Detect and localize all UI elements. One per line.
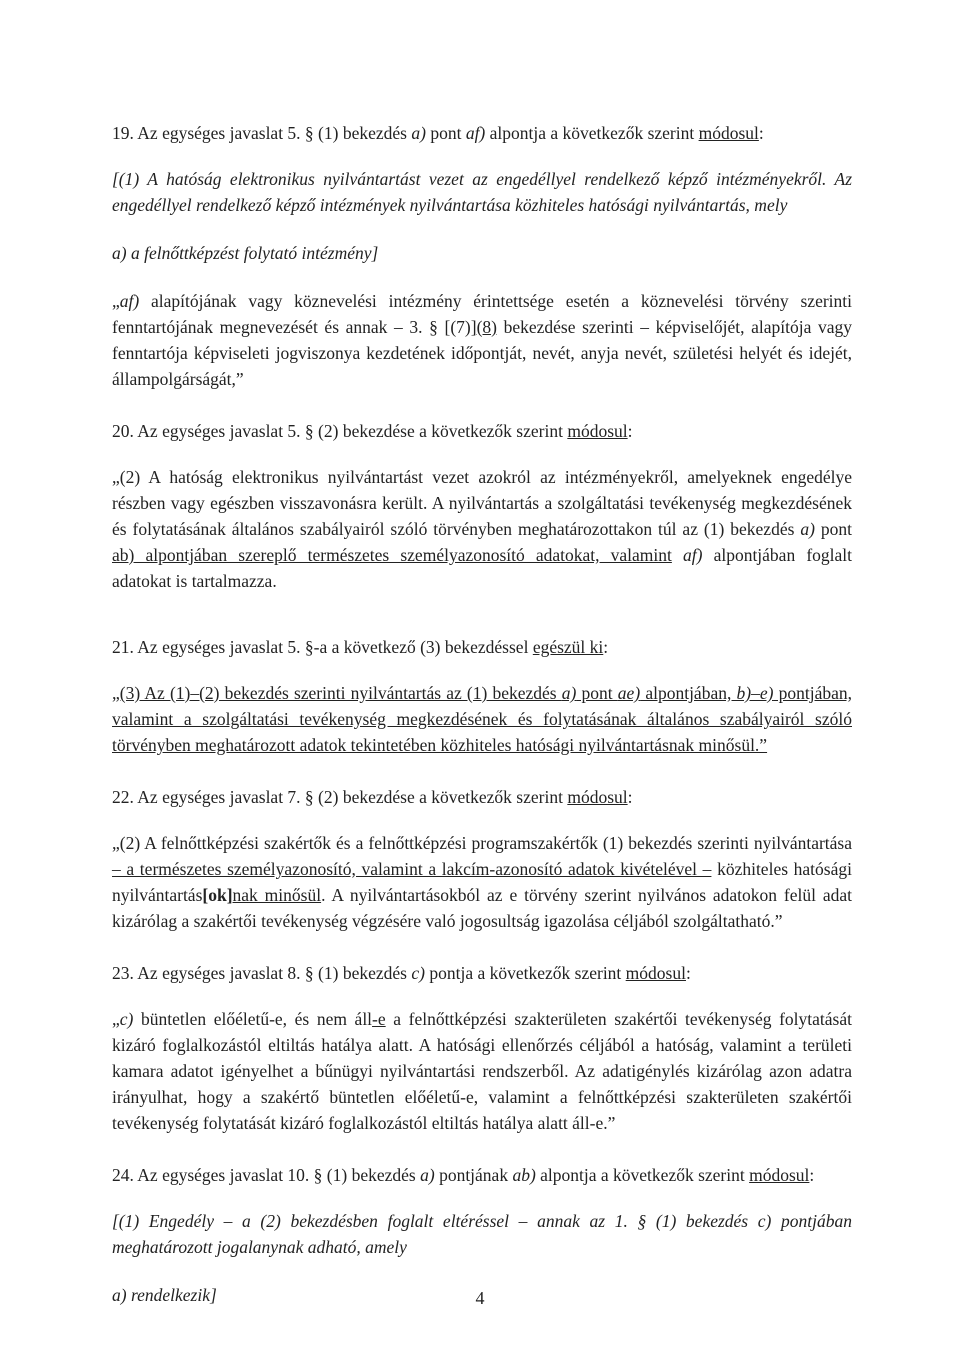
text: : (603, 637, 609, 657)
amendment-21-text (112, 680, 852, 758)
text: „(2) A felnőttképzési szakértők és a felnőttképzési programszakértők (1) bekezdés szerinti nyilvántartása (112, 833, 852, 853)
text: alpontja a következők szerint (535, 1165, 750, 1185)
text: c) (119, 1009, 134, 1029)
text: módosul (567, 421, 628, 441)
amendment-19-quote-intro: [(1) A hatóság elektronikus nyilvántartást vezet az engedéllyel rendelkező képző intézményekről. Az engedéllyel rendelkező képző intézmények nyilvántartása közhiteles hatósági nyilvántartás, mely (112, 169, 852, 215)
text: módosul (698, 123, 759, 143)
text: ae) (617, 683, 641, 703)
amendment-24-quote-intro: [(1) Engedély – a (2) bekezdésben foglalt eltéréssel – annak az 1. § (1) bekezdés c) pontjában meghatározott jogalanynak adható, amely (112, 1211, 852, 1257)
text: (8) (476, 317, 497, 337)
text: pontja a következők szerint (424, 963, 626, 983)
text: a) (420, 1165, 435, 1185)
amendment-23-heading (112, 960, 852, 986)
text: af) (119, 291, 140, 311)
text: „(3) Az (1)–(2) bekezdés szerinti nyilvántartás az (1) bekezdés (112, 683, 562, 703)
text: 19. Az egységes javaslat 5. § (1) bekezdés (112, 123, 412, 143)
text: 24. Az egységes javaslat 10. § (1) bekezdés (112, 1165, 421, 1185)
text: . A nyilvántartásokból az e törvény szerint nyilvános adatokon felül adat kizárólag a szakértői tevékenység végzésére való jogosultság igazolása céljából szolgáltatható.” (112, 885, 852, 931)
text: közhiteles hatósági nyilvántartás (112, 859, 852, 905)
text: pont (814, 519, 852, 539)
text: pontjában, valamint a szolgáltatási tevékenység megkezdésének és folytatásának általános szabályairól szóló törvényben meghatározott adatok tekintetében közhiteles hatósági nyilvántartásnak minősül.” (112, 683, 852, 755)
text: ab) (512, 1165, 536, 1185)
text: 22. Az egységes javaslat 7. § (2) bekezdése a következők szerint (112, 787, 568, 807)
text: 23. Az egységes javaslat 8. § (1) bekezdés (112, 963, 412, 983)
text: 20. Az egységes javaslat 5. § (2) bekezdése a következők szerint (112, 421, 568, 441)
text: módosul (567, 787, 628, 807)
text: a) (411, 123, 426, 143)
amendment-24-quote-point: a) rendelkezik] (112, 1285, 217, 1305)
text: alpontja a következők szerint (485, 123, 699, 143)
text: a) (800, 519, 815, 539)
text: alpontjában, (640, 683, 737, 703)
page-number: 4 (475, 1288, 485, 1308)
amendment-20-text (112, 464, 852, 594)
text: pont (576, 683, 618, 703)
text: b)–e) (736, 683, 774, 703)
text: [(7)] (444, 317, 477, 337)
text: ab) alpontjában szereplő természetes személyazonosító adatokat, valamint (112, 545, 672, 565)
text: 21. Az egységes javaslat 5. §-a a következő (3) bekezdéssel (112, 637, 533, 657)
text: pontjának (434, 1165, 513, 1185)
text: c) (411, 963, 425, 983)
text: : (627, 787, 633, 807)
amendment-19-text (112, 288, 852, 392)
text (672, 545, 683, 565)
text: : (685, 963, 691, 983)
text: af) (683, 545, 703, 565)
text: af) (465, 123, 486, 143)
text: pont (425, 123, 466, 143)
amendment-20-heading (112, 418, 852, 444)
text: a) (561, 683, 577, 703)
amendment-21-heading (112, 634, 852, 660)
text: -e (372, 1009, 386, 1029)
text: – a természetes személyazonosító, valamint a lakcím-azonosító adatok kivételével – (112, 859, 712, 879)
amendment-23-text (112, 1006, 852, 1136)
text: : (627, 421, 633, 441)
text: nak minősül (232, 885, 322, 905)
text: büntetlen előéletű-e, és nem áll (133, 1009, 373, 1029)
text: alapítójának vagy köznevelési intézmény érintettsége esetén a köznevelési törvény szerinti fenntartójának megnevezését és annak – 3. § (112, 291, 852, 337)
text: : (758, 123, 764, 143)
text: alpontjában foglalt adatokat is tartalmazza. (112, 545, 852, 591)
text: a felnőttképzési szakterületen szakértői tevékenység folytatását kizáró foglalkozástól eltiltás hatálya alatt. A hatósági ellenőrzés céljából a hatóság, valamint a területi kamara adatot igényelhet a bűnügyi nyilvántartási rendszerből. Az adatigénylés kizárólag azon adatra irányulhat, hogy a szakértő büntetlen előéletű-e, valamint a felnőttképzési szakterületen szakértői tevékenység folytatását kizáró foglalkozástól eltiltás hatálya alatt áll-e.” (112, 1009, 852, 1133)
text: egészül ki (532, 637, 604, 657)
text: „ (112, 291, 120, 311)
text: : (809, 1165, 815, 1185)
amendment-22-text (112, 830, 852, 934)
text: bekezdése szerinti – képviselőjét, alapítója vagy fenntartója képviseleti jogviszonya kezdetének időpontját, nevét, anyja nevét, születési helyét és idejét, állampolgárságát,” (112, 317, 853, 389)
text: módosul (749, 1165, 810, 1185)
text: módosul (625, 963, 686, 983)
amendment-22-heading (112, 784, 852, 810)
amendment-24-heading (112, 1162, 852, 1188)
text: „ (112, 1009, 120, 1029)
text: [ok] (202, 885, 233, 905)
document-body (112, 120, 852, 1308)
amendment-19-quote-point: a) a felnőttképzést folytató intézmény] (112, 243, 379, 263)
text: „(2) A hatóság elektronikus nyilvántartást vezet azokról az intézményekről, amelyeknek engedélye részben vagy egészben visszavonásra került. A nyilvántartás a szolgáltatási tevékenység megkezdésének és folytatásának általános szabályairól szóló törvényben meghatározottakon túl az (1) bekezdés (112, 467, 852, 539)
amendment-19-heading (112, 120, 852, 146)
